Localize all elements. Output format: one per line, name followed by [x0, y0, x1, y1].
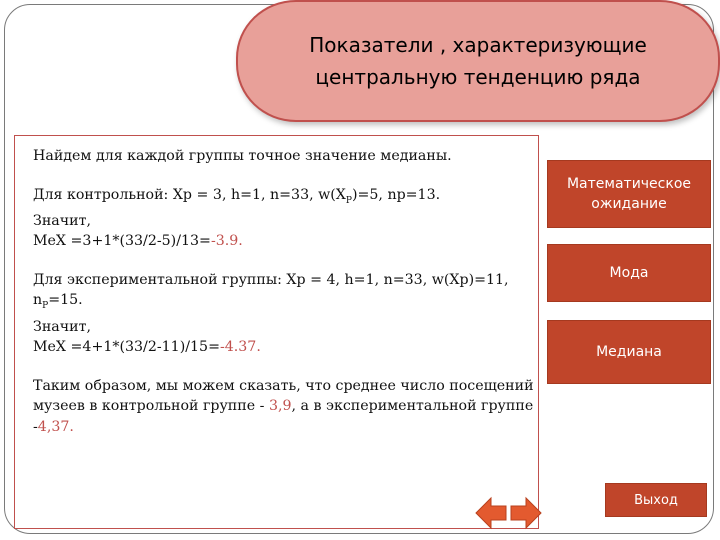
exit-label: Выход — [634, 492, 678, 508]
median-label: Медиана — [596, 344, 662, 360]
conclusion-part-2: , а в экспериментальной группе - — [33, 398, 534, 435]
conclusion-value-exp: 4,37. — [37, 418, 74, 435]
exit-button[interactable] — [605, 483, 707, 517]
control-therefore: Значит, — [33, 212, 91, 229]
exp-group-params: Для экспериментальной группы: Хр = 4, h=1, n=33, w(Хр)=11, — [33, 271, 509, 288]
exp-result: -4.37. — [219, 339, 261, 356]
exp-group-params-2 — [33, 290, 538, 316]
control-params-subscript: Р — [345, 195, 352, 206]
expectation-button[interactable] — [547, 160, 711, 228]
title-line-2: центральную тенденцию ряда — [315, 65, 641, 89]
mode-label: Мода — [609, 265, 649, 281]
control-formula-text: МеХ =3+1*(33/2-5)/13= — [33, 233, 211, 250]
expectation-label-2: ожидание — [591, 196, 667, 212]
control-params-text: Для контрольной: Хр = 3, h=1, n=33, w(Х — [33, 186, 346, 203]
conclusion-value-control: 3,9 — [268, 398, 292, 415]
conclusion-text — [33, 376, 538, 438]
exp-n-text: n — [33, 292, 43, 309]
control-params-end: )=5, nр=13. — [351, 186, 441, 203]
conclusion-part-1: Таким образом, мы можем сказать, что среднее число посещений музеев в контрольной группе - — [33, 377, 534, 415]
exp-formula — [33, 337, 538, 358]
back-arrow-icon[interactable] — [474, 495, 508, 531]
content-panel — [14, 135, 539, 529]
control-formula — [33, 231, 538, 252]
exp-therefore: Значит, — [33, 318, 91, 335]
exp-n-end: =15. — [48, 292, 83, 309]
exp-formula-text: МеХ =4+1*(33/2-11)/15= — [33, 339, 220, 356]
control-group-params — [33, 185, 538, 211]
forward-arrow-icon[interactable] — [509, 495, 543, 531]
median-button[interactable] — [547, 320, 711, 384]
control-result: -3.9. — [210, 233, 243, 250]
title-banner — [236, 0, 720, 122]
expectation-label-1: Математическое — [566, 176, 692, 192]
title-line-1: Показатели , характеризующие — [309, 33, 647, 57]
exp-n-subscript: Р — [42, 301, 49, 312]
intro-text: Найдем для каждой группы точное значение медианы. — [33, 148, 452, 164]
mode-button[interactable] — [547, 244, 711, 302]
